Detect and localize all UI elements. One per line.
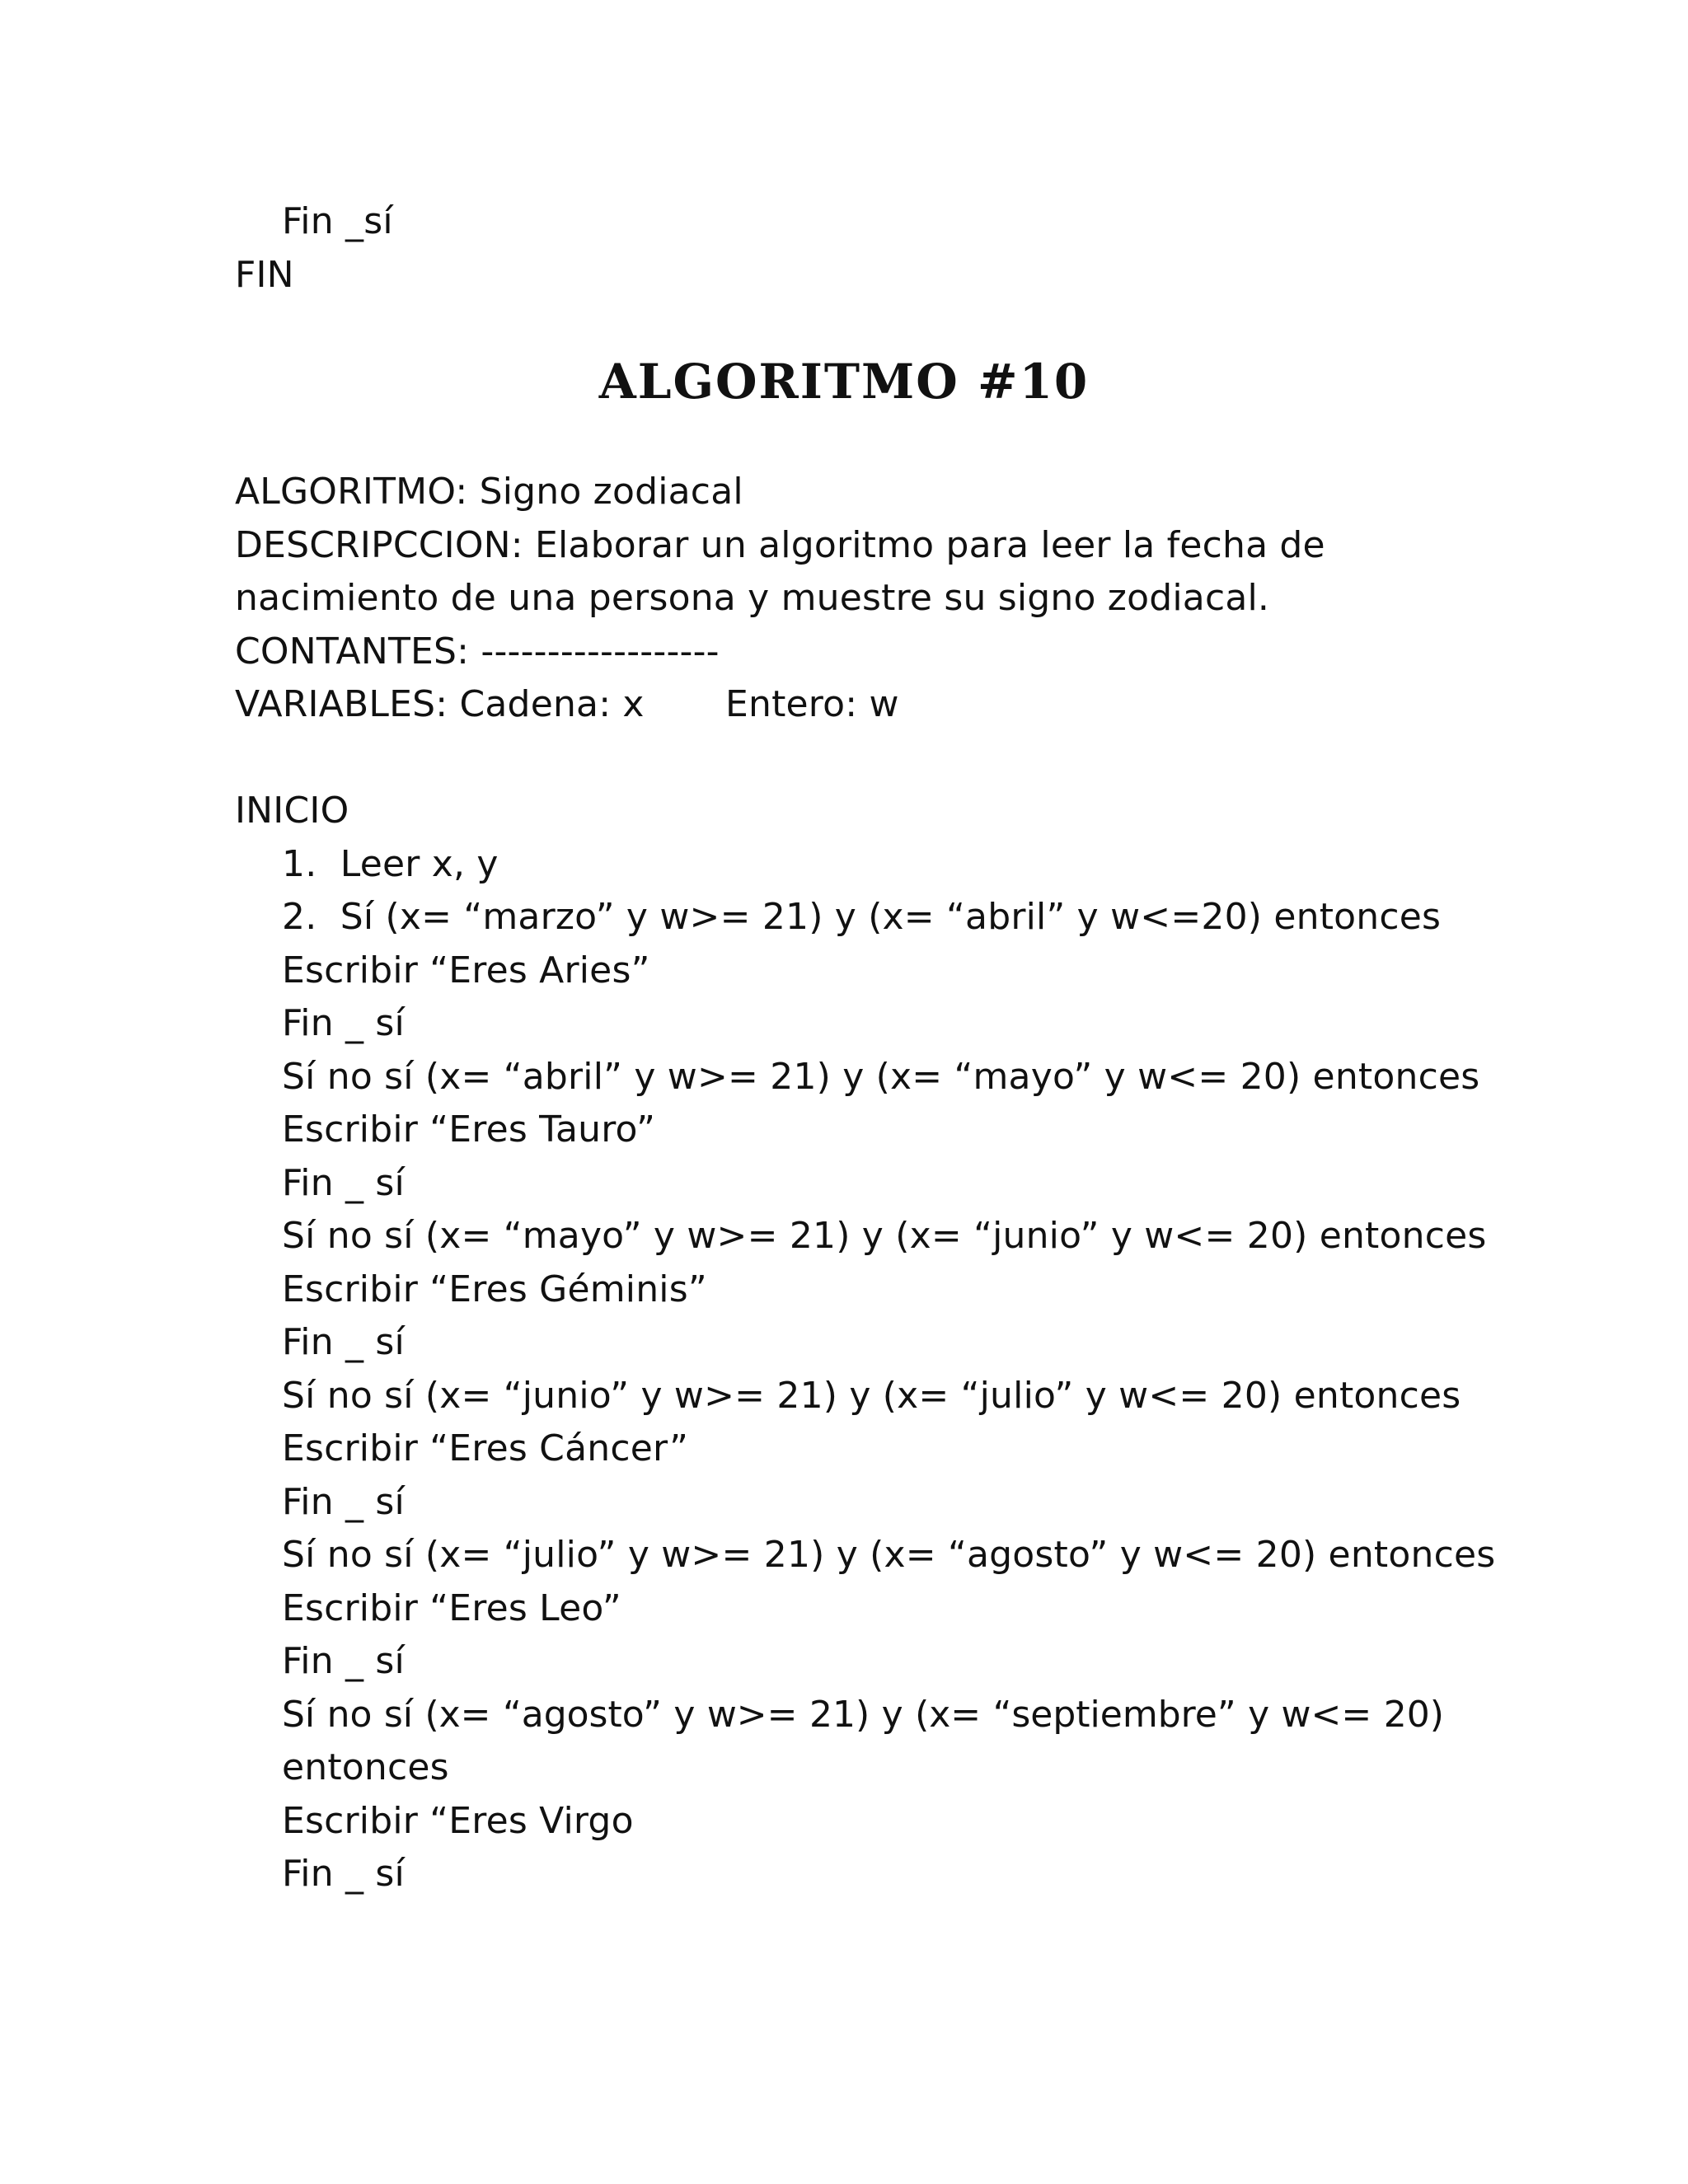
descripcion-line-2: nacimiento de una persona y muestre su signo zodiacal.: [235, 577, 1270, 619]
word: 20): [1383, 1694, 1444, 1736]
virgo-entonces: entonces: [282, 1746, 449, 1788]
step-line: Fin _ sí: [282, 1481, 405, 1523]
descripcion-line-1: DESCRIPCCION: Elaborar un algoritmo para leer la fecha de: [235, 524, 1325, 566]
step-line: Escribir “Eres Leo”: [282, 1587, 621, 1629]
fin-line: FIN: [235, 254, 294, 296]
step-line: Sí no sí (x= “mayo” y w>= 21) y (x= “junio” y w<= 20) entonces: [282, 1215, 1487, 1257]
step-line: Escribir “Eres Cáncer”: [282, 1427, 689, 1469]
word: y: [1248, 1694, 1270, 1736]
word: no: [326, 1694, 373, 1736]
step-line: Sí no sí (x= “junio” y w>= 21) y (x= “julio” y w<= 20) entonces: [282, 1375, 1461, 1417]
step-line: Fin _ sí: [282, 1321, 405, 1363]
virgo-fin-si: Fin _ sí: [282, 1853, 405, 1895]
word: (x=: [424, 1694, 491, 1736]
inicio-label: INICIO: [235, 790, 349, 832]
word: “agosto”: [502, 1694, 662, 1736]
step-line: Sí no sí (x= “abril” y w>= 21) y (x= “mayo” y w<= 20) entonces: [282, 1056, 1480, 1098]
word: Sí: [282, 1694, 316, 1736]
word: w>=: [706, 1694, 798, 1736]
step-line: Fin _ sí: [282, 1640, 405, 1682]
step-line: Escribir “Eres Tauro”: [282, 1108, 656, 1151]
step-line: Fin _ sí: [282, 1162, 405, 1204]
word: w<=: [1281, 1694, 1372, 1736]
word: “septiembre”: [992, 1694, 1236, 1736]
word: y: [673, 1694, 696, 1736]
word: 21): [809, 1694, 870, 1736]
word: y: [881, 1694, 903, 1736]
step-line: Sí no sí (x= “julio” y w>= 21) y (x= “agosto” y w<= 20) entonces: [282, 1534, 1496, 1576]
algoritmo-name: ALGORITMO: Signo zodiacal: [235, 471, 743, 513]
fin-si-line: Fin _sí: [282, 200, 393, 242]
word: sí: [383, 1694, 413, 1736]
step-line: Escribir “Eres Aries”: [282, 949, 650, 991]
step-line: Fin _ sí: [282, 1002, 405, 1044]
step-line: Escribir “Eres Géminis”: [282, 1268, 707, 1310]
variables-entero: Entero: w: [725, 683, 899, 725]
virgo-condition-line: [282, 1692, 1444, 1738]
virgo-escribir: Escribir “Eres Virgo: [282, 1800, 634, 1842]
page-title: ALGORITMO #10: [598, 354, 1090, 410]
variables-cadena: VARIABLES: Cadena: x: [235, 683, 645, 725]
word: (x=: [915, 1694, 982, 1736]
step-line: 2. Sí (x= “marzo” y w>= 21) y (x= “abril” y w<=20) entonces: [282, 896, 1442, 938]
constantes-line: CONTANTES: ------------------: [235, 630, 720, 673]
step-line: 1. Leer x, y: [282, 843, 499, 885]
